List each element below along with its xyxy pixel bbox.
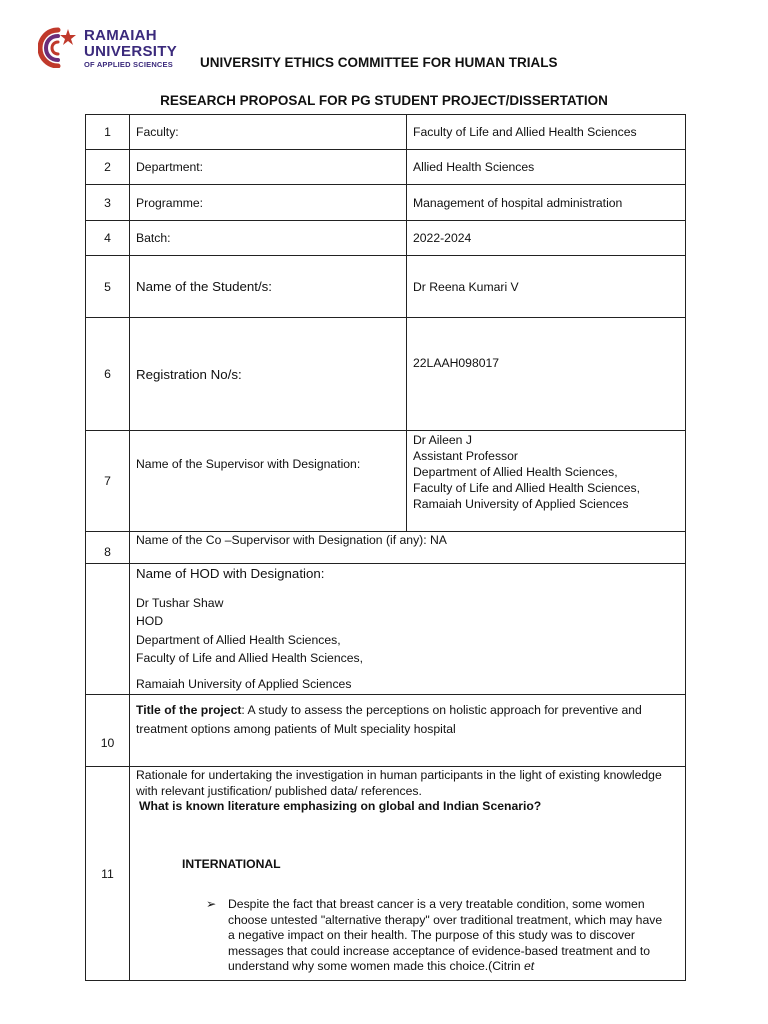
logo-line-1: RAMAIAH — [84, 27, 157, 44]
table-row — [86, 115, 686, 150]
field-value: Allied Health Sciences — [407, 150, 686, 185]
bullet-text-italic: et — [524, 959, 535, 973]
table-row — [86, 695, 686, 767]
field-value: 22LAAH098017 — [407, 318, 686, 431]
row-number: 5 — [86, 256, 130, 318]
field-label: Name of the Supervisor with Designation: — [130, 431, 407, 532]
row-number: 3 — [86, 185, 130, 221]
logo-line-3: OF APPLIED SCIENCES — [84, 60, 173, 69]
field-label: Name of the Student/s: — [130, 256, 407, 318]
field-label: Name of the Co –Supervisor with Designation (if any): NA — [130, 532, 686, 564]
field-value-multiline — [407, 431, 686, 532]
row-number: 11 — [86, 767, 130, 981]
bullet-text: Despite the fact that breast cancer is a very treatable condition, some women choose untested "alternative therapy" over traditional treatment, which may have a negative impact on their health. The purpose of this study was to discover messages that could increase acceptance of evidence-based treatment and to understand why some women made this choice.(Citrin — [228, 897, 663, 973]
field-value: Management of hospital administration — [407, 185, 686, 221]
project-title-text: : A study to assess the perceptions on holistic approach for preventive and treatment options among patients of Mult speciality hospital — [136, 703, 642, 736]
hod-faculty: Faculty of Life and Allied Health Sciences, — [136, 651, 363, 665]
logo-line-2: UNIVERSITY — [84, 43, 178, 60]
row-number: 4 — [86, 221, 130, 256]
rationale-text: Rationale for undertaking the investigation in human participants in the light of existing knowledge with relevant justification/ published data/ references. — [136, 768, 662, 798]
arrow-bullet-icon: ➢ — [206, 897, 217, 911]
supervisor-department: Department of Allied Health Sciences, — [413, 465, 618, 479]
hod-designation: HOD — [136, 614, 164, 628]
row-number: 6 — [86, 318, 130, 431]
university-logo — [38, 26, 198, 72]
row-number: 10 — [86, 695, 130, 767]
table-row — [86, 185, 686, 221]
field-value: 2022-2024 — [407, 221, 686, 256]
list-item — [206, 897, 671, 975]
row-number: 7 — [86, 431, 130, 532]
field-value: Faculty of Life and Allied Health Sciences — [407, 115, 686, 150]
supervisor-name: Dr Aileen J — [413, 433, 472, 447]
field-label: Programme: — [130, 185, 407, 221]
row-number — [86, 564, 130, 695]
project-title-cell — [130, 695, 686, 767]
rationale-cell — [130, 767, 686, 981]
supervisor-university: Ramaiah University of Applied Sciences — [413, 497, 629, 511]
field-label: Batch: — [130, 221, 407, 256]
hod-university: Ramaiah University of Applied Sciences — [136, 676, 352, 691]
row-number: 2 — [86, 150, 130, 185]
supervisor-faculty: Faculty of Life and Allied Health Sciences, — [413, 481, 640, 495]
table-row — [86, 532, 686, 564]
row-number: 1 — [86, 115, 130, 150]
project-title-label: Title of the project — [136, 703, 242, 717]
document-title: RESEARCH PROPOSAL FOR PG STUDENT PROJECT/DISSERTATION — [160, 93, 608, 108]
table-row — [86, 221, 686, 256]
literature-question: What is known literature emphasizing on global and Indian Scenario? — [139, 799, 542, 813]
field-value: Dr Reena Kumari V — [407, 256, 686, 318]
row-number: 8 — [86, 532, 130, 564]
field-label: Registration No/s: — [130, 318, 407, 431]
table-row — [86, 256, 686, 318]
supervisor-designation: Assistant Professor — [413, 449, 518, 463]
hod-department: Department of Allied Health Sciences, — [136, 632, 341, 647]
hod-label: Name of HOD with Designation: — [136, 566, 325, 581]
field-label: Department: — [130, 150, 407, 185]
hod-name: Dr Tushar Shaw — [136, 595, 224, 610]
table-row — [86, 767, 686, 981]
proposal-form-table — [85, 114, 686, 981]
table-row — [86, 150, 686, 185]
ramaiah-emblem-icon — [38, 26, 78, 68]
section-heading: INTERNATIONAL — [182, 856, 281, 871]
table-row — [86, 318, 686, 431]
committee-heading: UNIVERSITY ETHICS COMMITTEE FOR HUMAN TRIALS — [200, 55, 558, 70]
field-label: Faculty: — [130, 115, 407, 150]
table-row — [86, 564, 686, 695]
table-row — [86, 431, 686, 532]
hod-cell — [130, 564, 686, 695]
